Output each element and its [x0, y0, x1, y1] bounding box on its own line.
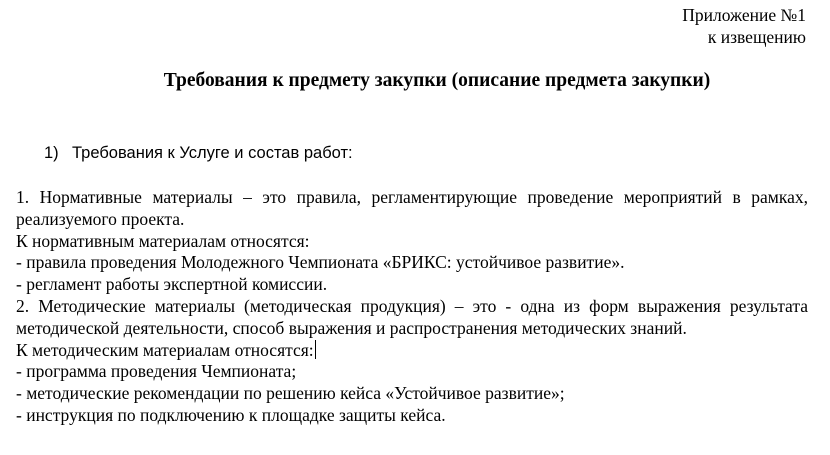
paragraph-methodical-definition: 2. Методические материалы (методическая продукция) – это - одна из форм выражения результата методической деятельности, способ выражения и распространения методических знаний. — [16, 295, 808, 338]
paragraph-normative-list-intro: К нормативным материалам относятся: — [16, 230, 310, 251]
paragraph-normative-definition: 1. Нормативные материалы – это правила, регламентирующие проведение мероприятий в рамках, реализуемого проекта. — [16, 187, 808, 229]
annex-reference: к извещению — [707, 27, 806, 47]
annex-label — [682, 4, 806, 48]
list-item-connection-instructions: - инструкция по подключению к площадке защиты кейса. — [16, 404, 446, 425]
section-number: 1) — [44, 144, 59, 162]
list-item-championship-rules: - правила проведения Молодежного Чемпионата «БРИКС: устойчивое развитие». — [16, 252, 625, 273]
section-heading-text: Требования к Услуге и состав работ: — [72, 144, 353, 162]
paragraph-methodical-list-intro — [16, 340, 808, 362]
list-item-expert-commission: - регламент работы экспертной комиссии. — [16, 274, 328, 295]
list-item-case-recommendations: - методические рекомендации по решению кейса «Устойчивое развитие»; — [16, 383, 565, 404]
document-body[interactable] — [16, 187, 808, 427]
annex-number: Приложение №1 — [682, 5, 806, 25]
paragraph-methodical-list-intro-text: К методическим материалам относятся: — [16, 339, 314, 360]
list-item-championship-program: - программа проведения Чемпионата; — [16, 361, 297, 382]
section-heading — [44, 144, 353, 163]
document-title: Требования к предмету закупки (описание предмета закупки) — [163, 70, 711, 91]
text-cursor — [315, 340, 317, 359]
